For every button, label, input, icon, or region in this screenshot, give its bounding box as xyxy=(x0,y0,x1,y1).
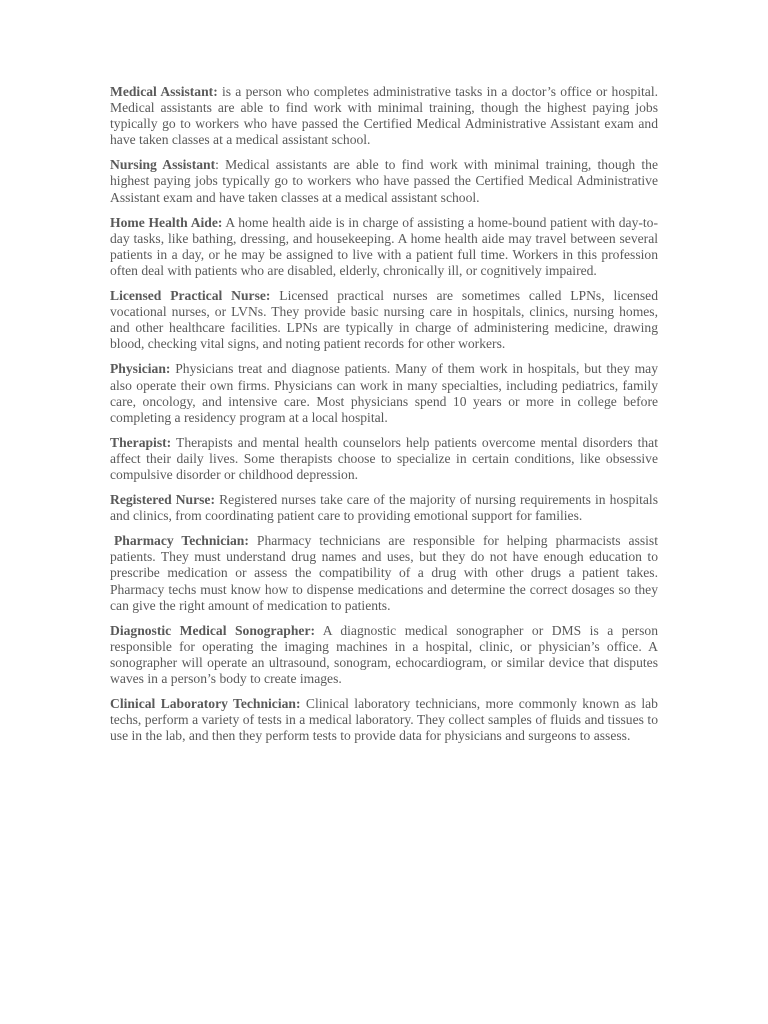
document-page xyxy=(110,84,658,753)
entry-term: Home Health Aide: xyxy=(110,214,223,230)
entry-term: Physician: xyxy=(110,361,171,377)
entry-physician xyxy=(110,361,658,425)
entry-text: is a person who completes administrative tasks in a doctor’s office or hospital. Medical assistants are able to find work with minimal training, though the highest paying jobs typically go to workers who have passed the Certified Medical Administrative Assistant exam and have taken classes at a medical assistant school. xyxy=(110,84,658,148)
entry-term: Medical Assistant: xyxy=(110,84,218,99)
entry-term: Licensed Practical Nurse: xyxy=(110,288,271,304)
entry-term: Nursing Assistant xyxy=(110,157,216,173)
entry-pharmacy-technician xyxy=(110,533,658,613)
entry-term: Pharmacy Technician: xyxy=(114,533,249,549)
entry-registered-nurse xyxy=(110,492,658,524)
entry-text: A home health aide is in charge of assisting a home-bound patient with day-to-day tasks, like bathing, dressing, and housekeeping. A home health aide may travel between several patients in a day, or he may be assigned to live with a patient full time. Workers in this profession often deal with patients who are disabled, elderly, chronically ill, or cognitively impaired. xyxy=(110,214,658,278)
entry-term: Clinical Laboratory Technician: xyxy=(110,696,301,712)
entry-text: Pharmacy technicians are responsible for helping pharmacists assist patients. They must understand drug names and uses, but they do not have enough education to prescribe medication or assess the compatibility of a drug with other drugs a patient takes. Pharmacy techs must know how to dispense medications and determine the correct dosages so they can give the right amount of medication to patients. xyxy=(110,533,658,613)
entry-text: Registered nurses take care of the majority of nursing requirements in hospitals and clinics, from coordinating patient care to providing emotional support for families. xyxy=(110,492,658,524)
entry-home-health-aide xyxy=(110,215,658,279)
entry-therapist xyxy=(110,435,658,483)
entry-medical-assistant xyxy=(110,84,658,148)
entry-text: Physicians treat and diagnose patients. Many of them work in hospitals, but they may also operate their own firms. Physicians can work in many specialties, including pediatrics, family care, oncology, and intensive care. Most physicians spend 10 years or more in college before completing a residency program at a local hospital. xyxy=(110,361,658,425)
entry-term: Diagnostic Medical Sonographer: xyxy=(110,622,316,638)
entry-text: : Medical assistants are able to find work with minimal training, though the highest paying jobs typically go to workers who have passed the Certified Medical Administrative Assistant exam and have taken classes at a medical assistant school. xyxy=(110,157,659,205)
entry-nursing-assistant xyxy=(110,157,658,205)
entry-text: Clinical laboratory technicians, more commonly known as lab techs, perform a variety of tests in a medical laboratory. They collect samples of fluids and tissues to use in the lab, and then they perform tests to provide data for physicians and surgeons to assess. xyxy=(110,696,658,744)
entry-licensed-practical-nurse xyxy=(110,288,658,352)
entry-text: Therapists and mental health counselors help patients overcome mental disorders that affect their daily lives. Some therapists choose to specialize in certain conditions, like obsessive compulsive disorder or childhood depression. xyxy=(110,434,658,482)
entry-text: Licensed practical nurses are sometimes called LPNs, licensed vocational nurses, or LVNs. They provide basic nursing care in hospitals, clinics, nursing homes, and other healthcare facilities. LPNs are typically in charge of administering medicine, drawing blood, checking vital signs, and noting patient records for other workers. xyxy=(110,288,658,352)
entry-clinical-laboratory-technician xyxy=(110,696,658,744)
entry-term: Therapist: xyxy=(110,434,172,450)
entry-text: A diagnostic medical sonographer or DMS is a person responsible for operating the imaging machines in a hospital, clinic, or physician’s office. A sonographer will operate an ultrasound, sonogram, echocardiogram, or similar device that disputes waves in a person’s body to create images. xyxy=(110,622,658,686)
entry-term: Registered Nurse: xyxy=(110,492,215,508)
entry-diagnostic-medical-sonographer xyxy=(110,623,658,687)
